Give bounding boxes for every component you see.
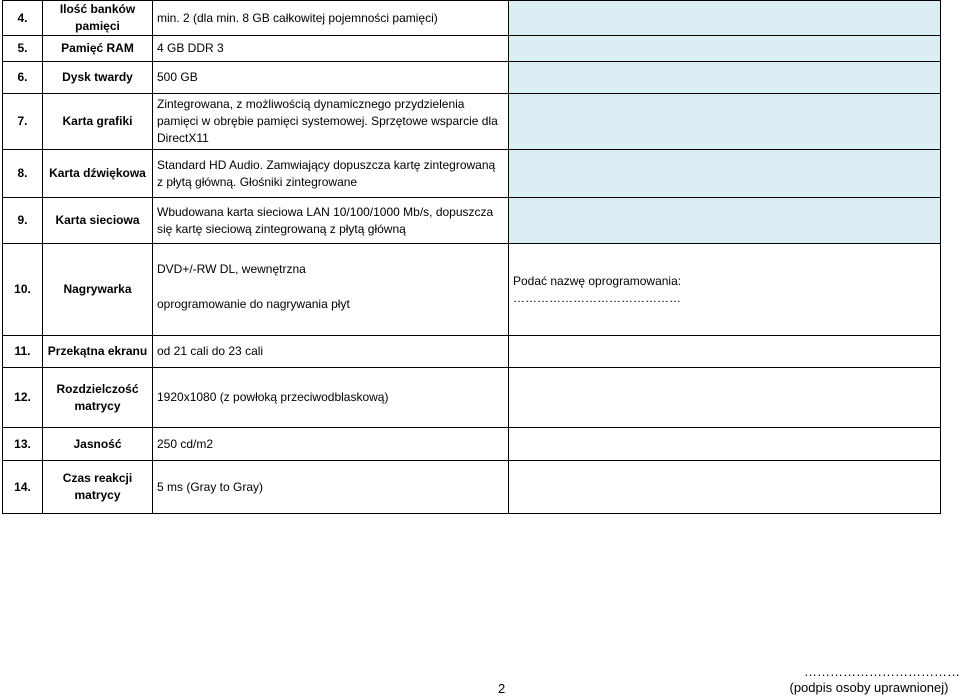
table-row (3, 461, 941, 514)
row-number: 6. (3, 62, 43, 94)
drive-type-value: DVD+/-RW DL, wewnętrzna (157, 261, 306, 276)
parameter-value: od 21 cali do 23 cali (153, 336, 509, 368)
table-row (3, 336, 941, 368)
parameter-name: Karta grafiki (43, 94, 153, 150)
table-row (3, 36, 941, 62)
table-row (3, 244, 941, 336)
table-row (3, 368, 941, 428)
offer-entry-cell[interactable] (509, 198, 941, 244)
offer-entry-cell[interactable] (509, 1, 941, 36)
parameter-value: 1920x1080 (z powłoką przeciwodblaskową) (153, 368, 509, 428)
parameter-name: Przekątna ekranu (43, 336, 153, 368)
parameter-name: Karta sieciowa (43, 198, 153, 244)
offer-entry-cell[interactable] (509, 150, 941, 198)
parameter-value: 5 ms (Gray to Gray) (153, 461, 509, 514)
offer-entry-cell[interactable] (509, 368, 941, 428)
row-number: 4. (3, 1, 43, 36)
table-row (3, 1, 941, 36)
parameter-value: 250 cd/m2 (153, 428, 509, 461)
row-number: 12. (3, 368, 43, 428)
parameter-value: Standard HD Audio. Zamwiający dopuszcza kartę zintegrowaną z płytą główną. Głośniki zintegrowane (153, 150, 509, 198)
offer-entry-cell[interactable] (509, 36, 941, 62)
parameter-name: Rozdzielczość matrycy (43, 368, 153, 428)
page-number: 2 (498, 681, 506, 696)
parameter-name: Karta dźwiękowa (43, 150, 153, 198)
row-number: 13. (3, 428, 43, 461)
offer-entry-cell[interactable] (509, 461, 941, 514)
offer-entry-cell[interactable] (509, 428, 941, 461)
signature-line: ……………………………… (804, 664, 960, 679)
parameter-name: Nagrywarka (43, 244, 153, 336)
row-number: 11. (3, 336, 43, 368)
row-number: 10. (3, 244, 43, 336)
parameter-value: 500 GB (153, 62, 509, 94)
row-number: 7. (3, 94, 43, 150)
specification-table (2, 0, 941, 514)
parameter-value (153, 244, 509, 336)
parameter-value: 4 GB DDR 3 (153, 36, 509, 62)
offer-entry-cell[interactable] (509, 94, 941, 150)
software-name-prompt: Podać nazwę oprogramowania: (513, 273, 682, 288)
parameter-name: Pamięć RAM (43, 36, 153, 62)
parameter-value: Zintegrowana, z możliwością dynamicznego przydzielenia pamięci w obrębie pamięci systemowej. Sprzętowe wsparcie dla DirectX11 (153, 94, 509, 150)
table-row (3, 150, 941, 198)
offer-entry-cell[interactable] (509, 62, 941, 94)
parameter-name: Dysk twardy (43, 62, 153, 94)
signature-block (784, 664, 960, 696)
parameter-name: Jasność (43, 428, 153, 461)
signature-label: (podpis osoby uprawnionej) (789, 680, 949, 695)
row-number: 14. (3, 461, 43, 514)
row-number: 9. (3, 198, 43, 244)
row-number: 8. (3, 150, 43, 198)
table-row (3, 428, 941, 461)
table-row (3, 198, 941, 244)
table-row (3, 94, 941, 150)
burning-software-value: oprogramowanie do nagrywania płyt (157, 296, 350, 311)
parameter-value: Wbudowana karta sieciowa LAN 10/100/1000 Mb/s, dopuszcza się kartę sieciową zintegrowaną z płytą główną (153, 198, 509, 244)
parameter-value: min. 2 (dla min. 8 GB całkowitej pojemności pamięci) (153, 1, 509, 36)
table-row (3, 62, 941, 94)
offer-entry-cell[interactable] (509, 244, 941, 336)
parameter-name: Czas reakcji matrycy (43, 461, 153, 514)
row-number: 5. (3, 36, 43, 62)
software-name-field[interactable]: …………………………………… (513, 290, 681, 305)
parameter-name: Ilość banków pamięci (43, 1, 153, 36)
offer-entry-cell[interactable] (509, 336, 941, 368)
